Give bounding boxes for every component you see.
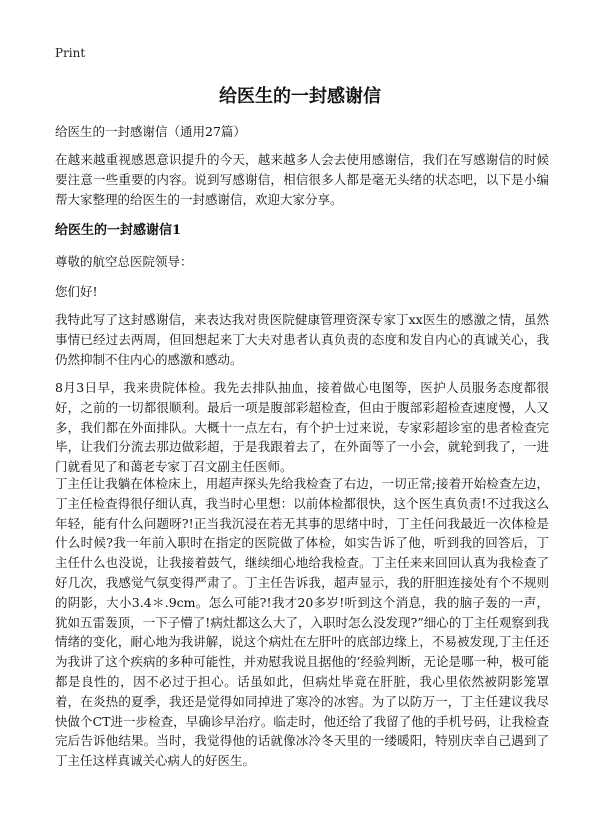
body-paragraph-3: 丁主任让我躺在体检床上，用超声探头先给我检查了右边，一切正常;接着开始检查左边，丁主任检查得很仔细认真，我当时心里想：以前体检都很快，这个医生真负责!不过我这么年轻，能有什么问题呀?!正当我沉浸在若无其事的思绪中时，丁主任问我最近一次体检是什么时候?我一年前入职时在指定的医院做了体检，如实告诉了他，听到我的回答后，丁主任什么也没说，让我接着鼓气，继续细心地给我检查。丁主任来来回回认真为我检查了好几次，我感觉气氛变得严肃了。丁主任告诉我，超声显示，我的肝胆连接处有个不规则的阴影，大小3.4＊.9cm。怎么可能?!我才20多岁!听到这个消息，我的脑子轰的一声，犹如五雷轰顶，一下子懵了!病灶都这么大了，入职时怎么没发现?”细心的丁主任观察到我情绪的变化，耐心地为我讲解，说这个病灶在左肝叶的底部边缘上，不易被发现,丁主任还为我讲了这个疾病的多种可能性，并劝慰我说且据他的’经验判断，无论是哪一种，极可能都是良性的，因不必过于担心。话虽如此，但病灶毕竟在肝脏，我心里依然被阴影笼罩着，在炎热的夏季，我还是觉得如同掉进了寒冷的冰窖。为了以防万一，丁主任建议我尽快做个CT进一步检查，早确诊早治疗。临走时，他还给了我留了他的手机号码，让我检查完后告诉他结果。当时，我觉得他的话就像冰冷冬天里的一缕暖阳，特别庆幸自己遇到了丁主任这样真诚关心病人的好医生。 xyxy=(55,476,549,769)
body-paragraph-2: 8月3日早，我来贵院体检。我先去排队抽血，接着做心电图等，医护人员服务态度都很好，之前的一切都很顺利。最后一项是腹部彩超检查，但由于腹部彩超检查速度慢，人又多，我们都在外面排队。大概十一点左右，有个护士过来说，专家彩超诊室的患者检查完毕，让我们分流去那边做彩超，于是我跟着去了，在外面等了一小会，就轮到我了，一进门就看见了和蔼老专家丁召文副主任医师。 xyxy=(55,380,549,475)
document-title: 给医生的一封感谢信 xyxy=(219,86,381,107)
salutation: 尊敬的航空总医院领导： xyxy=(55,254,193,269)
intro-paragraph: 在越来越重视感恩意识提升的今天，越来越多人会去使用感谢信，我们在写感谢信的时候要注意一些重要的内容。说到写感谢信，相信很多人都是毫无头绪的状态吧，以下是小编帮大家整理的给医生的一封感谢信，欢迎大家分享。 xyxy=(55,152,549,207)
body-paragraph-1: 我特此写了这封感谢信，来表达我对贵医院健康管理资深专家丁xx医生的感激之情，虽然事情已经过去两周，但回想起来丁大夫对患者认真负责的态度和发自内心的真诚关心，我仍然抑制不住内心的感激和感动。 xyxy=(55,312,549,367)
greeting: 您们好! xyxy=(55,284,98,299)
section-heading: 给医生的一封感谢信1 xyxy=(55,223,182,238)
print-label: Print xyxy=(55,46,86,60)
document-subtitle: 给医生的一封感谢信（通用27篇） xyxy=(55,124,246,139)
